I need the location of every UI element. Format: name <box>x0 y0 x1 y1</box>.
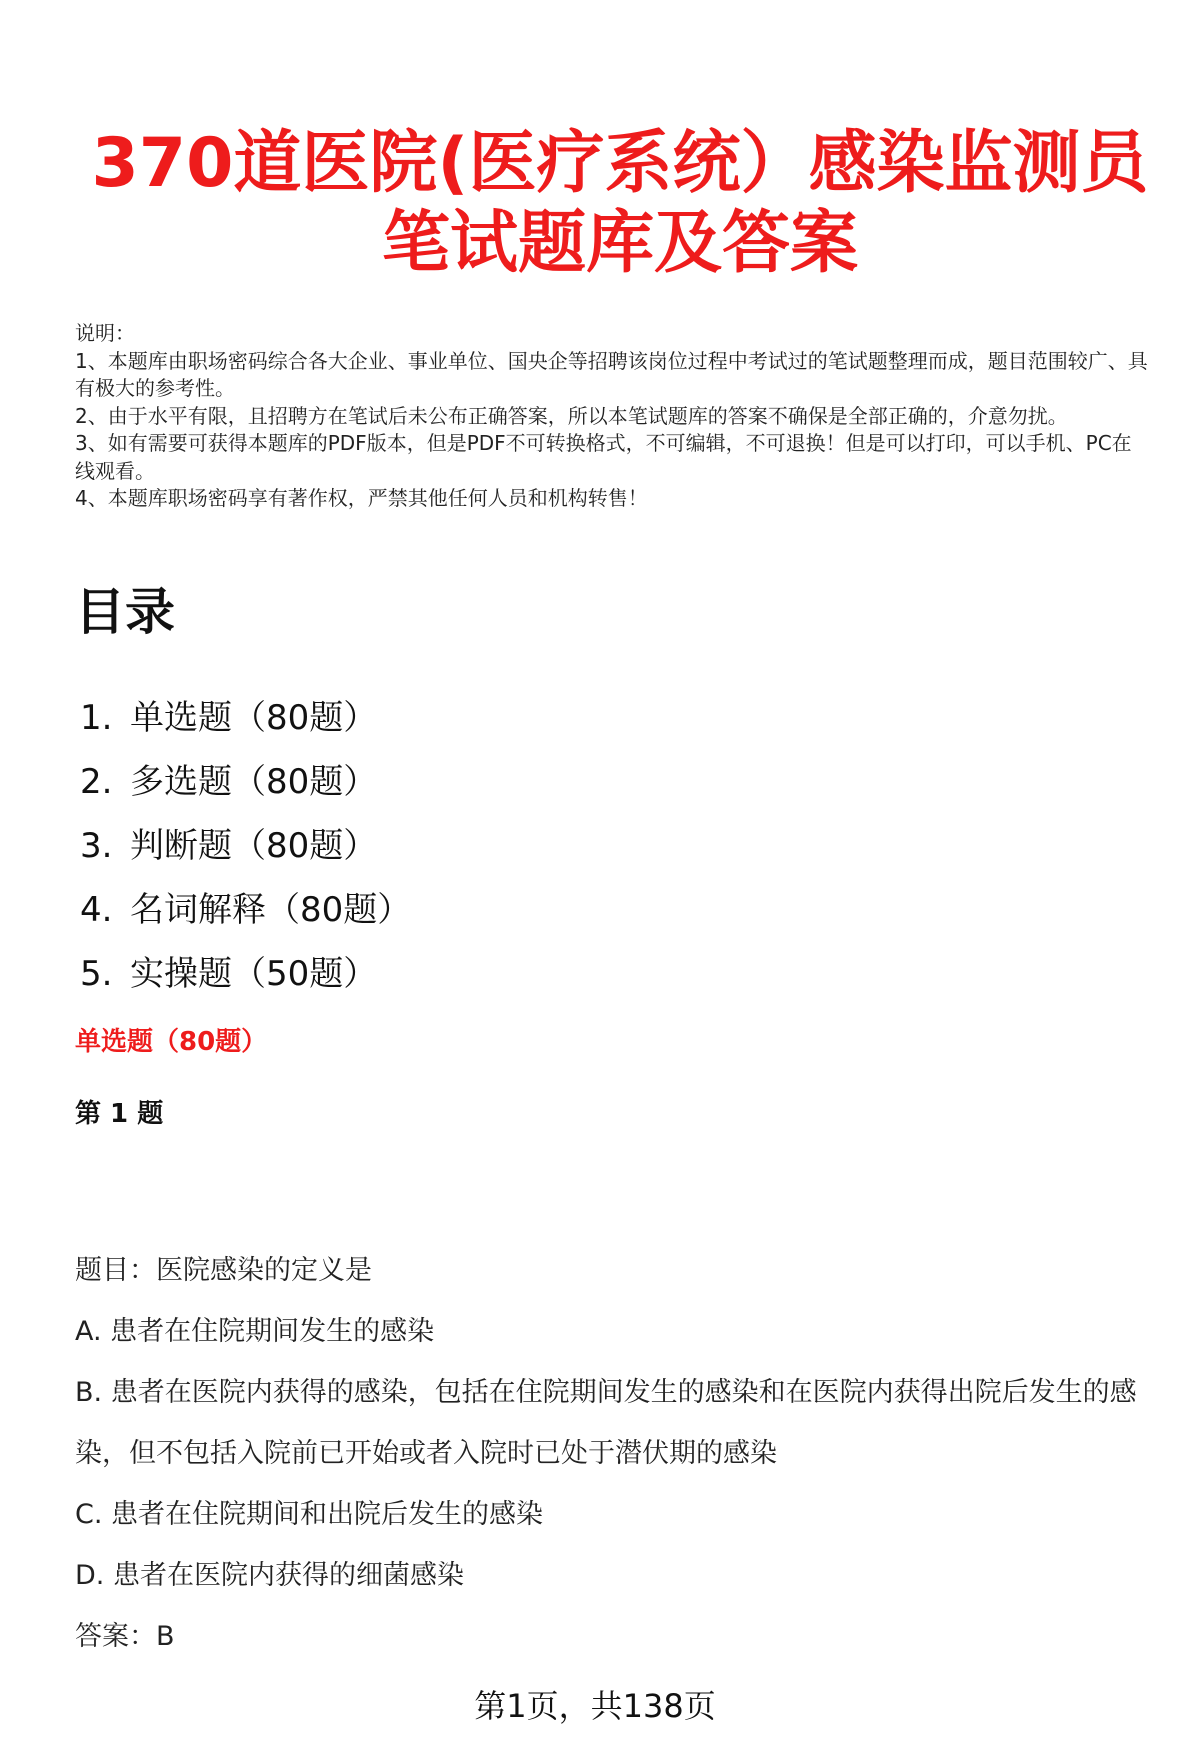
question-block <box>75 1240 1165 1667</box>
question-stem: 题目：医院感染的定义是 <box>75 1255 372 1286</box>
toc-item-true-false[interactable] <box>80 814 411 878</box>
instruction-item: 1、本题库由职场密码综合各大企业、事业单位、国央企等招聘该岗位过程中考试过的笔试题整理而成，题目范围较广、具有极大的参考性。 <box>75 348 1148 400</box>
toc-item-label: 判断题（80题） <box>130 826 378 866</box>
toc-item-number: 2. <box>80 762 113 802</box>
toc-item-single-choice[interactable] <box>80 686 411 750</box>
toc-item-label: 名词解释（80题） <box>130 890 412 930</box>
toc-item-practical[interactable] <box>80 942 411 1006</box>
toc-item-term-definitions[interactable] <box>80 878 411 942</box>
instructions-block <box>75 320 1150 513</box>
section-heading: 单选题（80题） <box>75 1027 268 1057</box>
toc-item-number: 4. <box>80 890 113 930</box>
instructions-heading: 说明： <box>75 321 135 345</box>
toc-item-label: 多选题（80题） <box>130 762 378 802</box>
instruction-item: 4、本题库职场密码享有著作权，严禁其他任何人员和机构转售！ <box>75 486 648 510</box>
toc-item-number: 3. <box>80 826 113 866</box>
toc-item-label: 实操题（50题） <box>130 954 378 994</box>
answer-option-b: B. 患者在医院内获得的感染，包括在住院期间发生的感染和在医院内获得出院后发生的感染，但不包括入院前已开始或者入院时已处于潜伏期的感染 <box>75 1377 1137 1469</box>
instruction-item: 2、由于水平有限，且招聘方在笔试后未公布正确答案，所以本笔试题库的答案不确保是全部正确的，介意勿扰。 <box>75 403 1068 428</box>
toc-item-number: 1. <box>80 698 113 738</box>
document-title-line-2: 笔试题库及答案 <box>381 204 858 283</box>
table-of-contents <box>80 686 411 1006</box>
answer-option-d: D. 患者在医院内获得的细菌感染 <box>75 1560 464 1591</box>
document-title-line-1: 370道医院(医疗系统）感染监测员 <box>91 124 1149 203</box>
toc-heading: 目录 <box>75 583 175 641</box>
question-answer: 答案：B <box>75 1621 175 1652</box>
toc-item-number: 5. <box>80 954 113 994</box>
toc-item-label: 单选题（80题） <box>130 698 378 738</box>
answer-option-c: C. 患者在住院期间和出院后发生的感染 <box>75 1499 544 1530</box>
instruction-item: 3、如有需要可获得本题库的PDF版本，但是PDF不可转换格式，不可编辑，不可退换！但是可以打印，可以手机、PC在线观看。 <box>75 431 1132 483</box>
answer-option-a: A. 患者在住院期间发生的感染 <box>75 1316 435 1347</box>
toc-item-multiple-choice[interactable] <box>80 750 411 814</box>
page-number: 第1页，共138页 <box>474 1687 716 1725</box>
question-number: 第 1 题 <box>75 1099 164 1129</box>
